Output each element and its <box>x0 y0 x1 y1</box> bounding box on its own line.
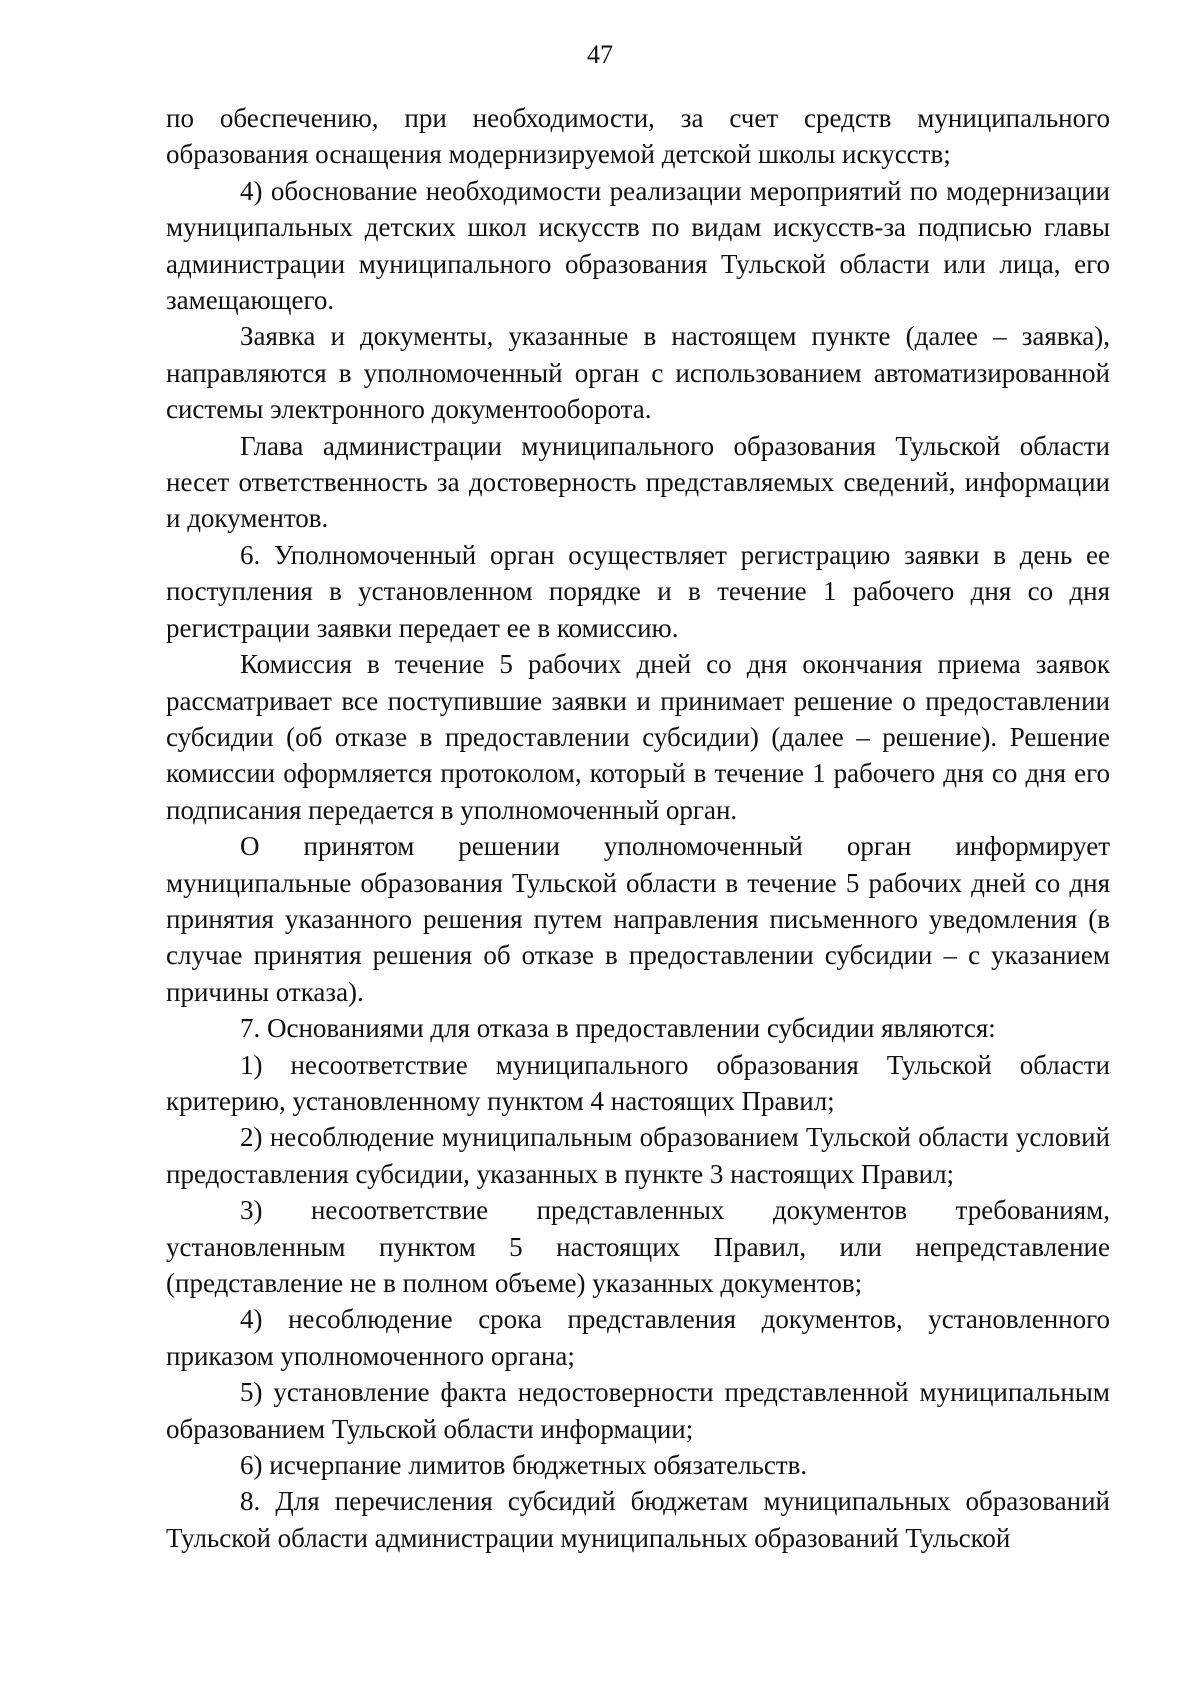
paragraph-refusal-ground-2: 2) несоблюдение муниципальным образованием Тульской области условий предоставления субсидии, указанных в пункте 3 настоящих Правил; <box>166 1122 1110 1189</box>
paragraph-refusal-ground-1: 1) несоответствие муниципального образования Тульской области критерию, установленному пунктом 4 настоящих Правил; <box>166 1049 1110 1116</box>
paragraph-section-6-registration: 6. Уполномоченный орган осуществляет регистрацию заявки в день ее поступления в установленном порядке и в течение 1 рабочего дня со дня регистрации заявки передает ее в комиссию. <box>166 539 1110 643</box>
paragraph-application-submission: Заявка и документы, указанные в настоящем пункте (далее – заявка), направляются в уполномоченный орган с использованием автоматизированной системы электронного документооборота. <box>166 321 1110 425</box>
paragraph-refusal-ground-5: 5) установление факта недостоверности представленной муниципальным образованием Тульской области информации; <box>166 1377 1110 1444</box>
paragraph-refusal-ground-6: 6) исчерпание лимитов бюджетных обязательств. <box>240 1450 808 1481</box>
paragraph-refusal-ground-4: 4) несоблюдение срока представления документов, установленного приказом уполномоченного органа; <box>166 1304 1110 1371</box>
document-body <box>166 100 1110 1556</box>
paragraph-section-8-transfer: 8. Для перечисления субсидий бюджетам муниципальных образований Тульской области администрации муниципальных образований Тульской <box>166 1486 1110 1553</box>
paragraph-decision-notification: О принятом решении уполномоченный орган информирует муниципальные образования Тульской области в течение 5 рабочих дней со дня принятия указанного решения путем направления письменного уведомления (в случае принятия решения об отказе в предоставлении субсидии – с указанием причины отказа). <box>166 831 1110 1007</box>
paragraph-item-4-justification: 4) обоснование необходимости реализации мероприятий по модернизации муниципальных детских школ искусств по видам искусств-за подписью главы администрации муниципального образования Тульской области или лица, его замещающего. <box>166 175 1110 316</box>
paragraph-refusal-ground-3: 3) несоответствие представленных документов требованиям, установленным пунктом 5 настоящих Правил, или непредставление (представление не в полном объеме) указанных документов; <box>166 1195 1110 1298</box>
paragraph-head-responsibility: Глава администрации муниципального образования Тульской области несет ответственность за достоверность представляемых сведений, информации и документов. <box>166 430 1110 534</box>
page-number: 47 <box>587 40 613 69</box>
paragraph-continuation: по обеспечению, при необходимости, за счет средств муниципального образования оснащения модернизируемой детской школы искусств; <box>166 103 1110 170</box>
paragraph-section-7-refusal-grounds: 7. Основаниями для отказа в предоставлении субсидии являются: <box>240 1013 996 1044</box>
paragraph-commission-decision: Комиссия в течение 5 рабочих дней со дня окончания приема заявок рассматривает все поступившие заявки и принимает решение о предоставлении субсидии (об отказе в предоставлении субсидии) (далее – решение). Решение комиссии оформляется протоколом, который в течение 1 рабочего дня со дня его подписания передается в уполномоченный орган. <box>166 649 1110 825</box>
